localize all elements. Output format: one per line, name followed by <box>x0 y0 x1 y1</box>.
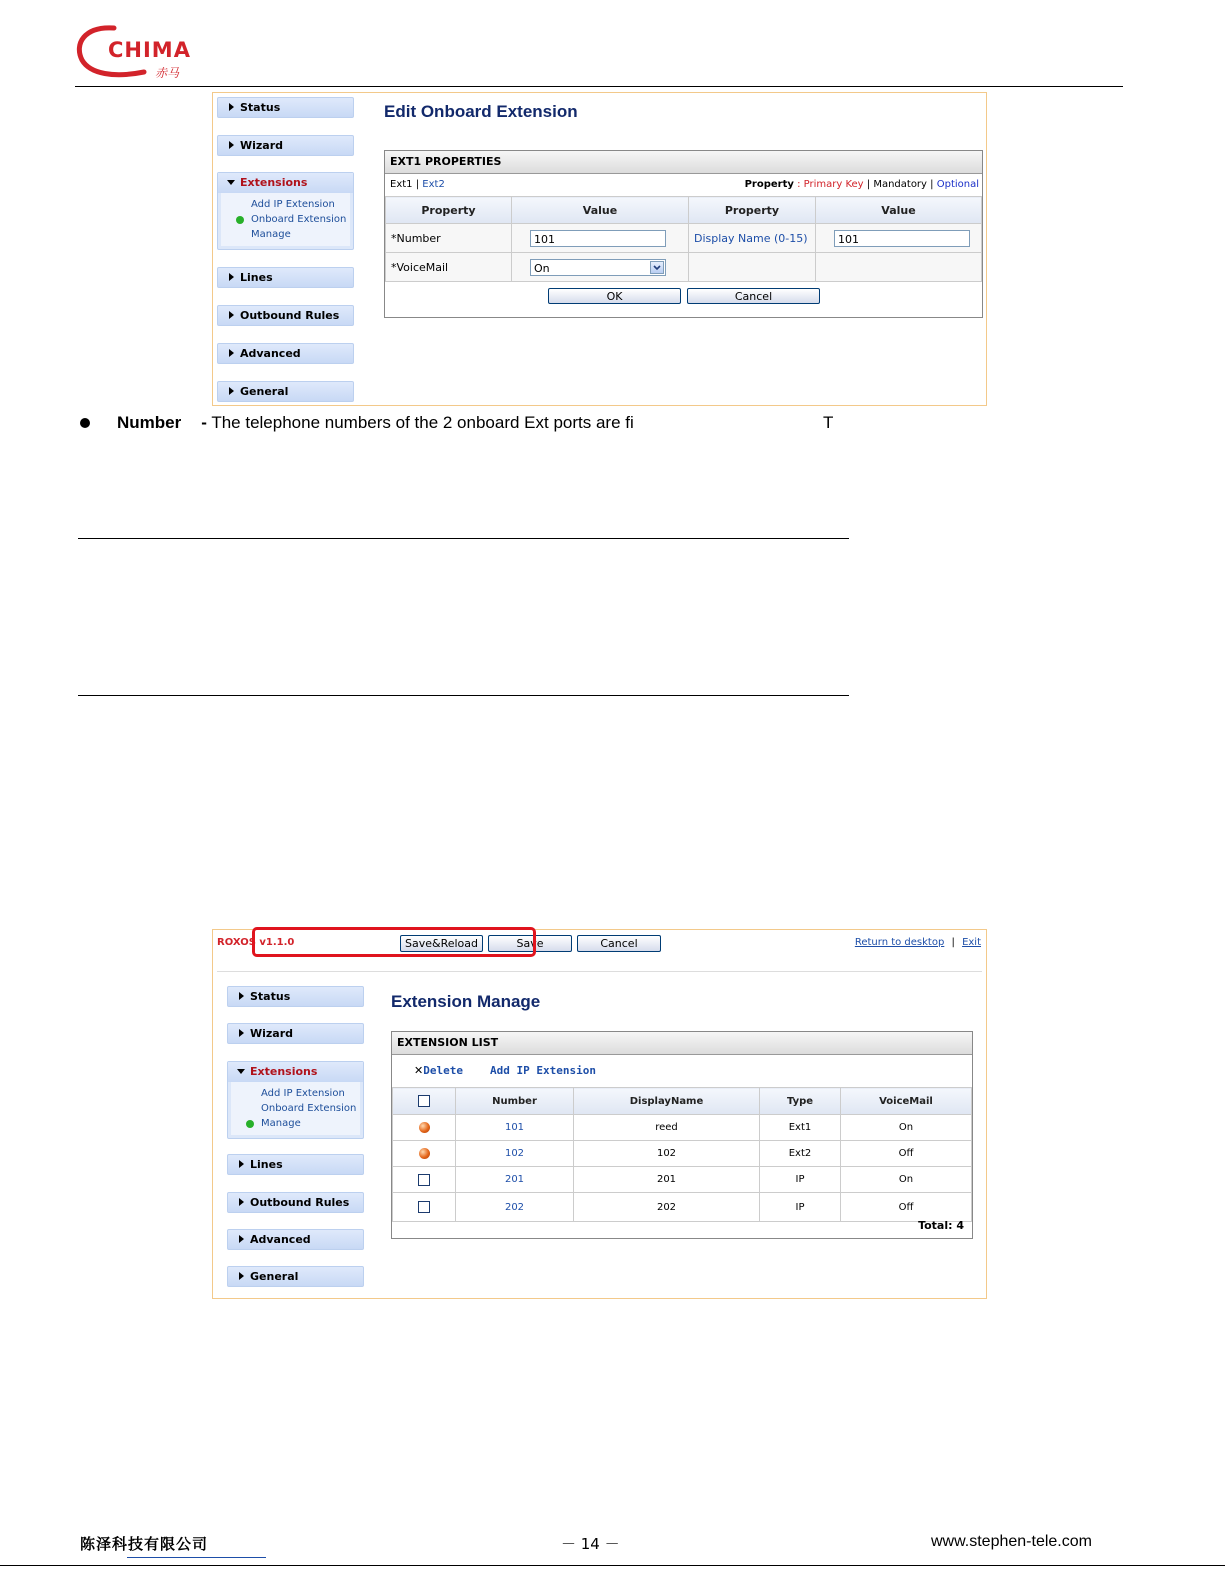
delete-action[interactable]: ✕Delete <box>414 1064 463 1077</box>
table-row <box>393 1115 972 1141</box>
header-rule <box>75 86 1123 87</box>
nav-sub-manage[interactable]: Manage <box>251 229 291 240</box>
bullet-dot-icon <box>80 418 90 428</box>
nav2-advanced[interactable]: Advanced <box>227 1229 364 1250</box>
nav2-extensions[interactable] <box>227 1061 364 1139</box>
panel-title: EXT1 PROPERTIES <box>385 151 982 174</box>
nav2-status[interactable]: Status <box>227 986 364 1007</box>
display-name-label: Display Name (0-15) <box>689 224 816 253</box>
nav2-sub-manage[interactable]: Manage <box>231 1116 360 1131</box>
col-voicemail: VoiceMail <box>841 1088 972 1115</box>
legend-optional: Optional <box>936 179 979 190</box>
tab-separator: | <box>415 179 420 190</box>
extension-table <box>392 1087 972 1222</box>
row-number-link[interactable]: 102 <box>456 1141 574 1167</box>
col-select <box>393 1088 456 1115</box>
legend-primary: Primary Key <box>803 179 864 190</box>
cancel-top-button[interactable]: Cancel <box>577 935 661 952</box>
nav-advanced[interactable]: Advanced <box>217 343 354 364</box>
divider-1 <box>78 538 849 539</box>
screenshot-extension-manage <box>212 929 987 1299</box>
link-separator: | <box>951 937 955 948</box>
select-all-checkbox[interactable] <box>418 1095 430 1107</box>
nav2-outbound[interactable]: Outbound Rules <box>227 1192 364 1213</box>
row-type: Ext2 <box>760 1141 841 1167</box>
col-number: Number <box>456 1088 574 1115</box>
nav2-extensions-label[interactable]: Extensions <box>228 1062 363 1082</box>
bullet-body: The telephone numbers of the 2 onboard Ext ports are fi <box>211 413 634 432</box>
nav-general[interactable]: General <box>217 381 354 402</box>
footer-page-number: － 14 － <box>561 1535 620 1553</box>
total-count: Total: 4 <box>918 1219 964 1232</box>
nav2-sub-add-ip[interactable]: Add IP Extension <box>261 1088 345 1099</box>
nav-status[interactable]: Status <box>217 97 354 118</box>
row-voicemail: On <box>841 1167 972 1193</box>
page-title-2: Extension Manage <box>391 992 541 1011</box>
number-label: *Number <box>386 224 512 253</box>
cancel-button[interactable]: Cancel <box>687 288 820 304</box>
row-number-link[interactable]: 201 <box>456 1167 574 1193</box>
row-voicemail: On <box>841 1115 972 1141</box>
exit-link[interactable]: Exit <box>962 937 981 948</box>
top-rule <box>217 971 982 972</box>
row-display-name: reed <box>574 1115 760 1141</box>
legend <box>745 179 979 190</box>
row-number-link[interactable]: 101 <box>456 1115 574 1141</box>
table-row <box>393 1141 972 1167</box>
row-type: IP <box>760 1193 841 1222</box>
nav-sub-add-ip[interactable]: Add IP Extension <box>251 199 335 210</box>
legend-colon: : <box>797 179 801 190</box>
bullet-dash: - <box>201 413 207 432</box>
bullet-term: Number <box>117 413 182 432</box>
save-reload-button[interactable]: Save&Reload <box>400 935 483 952</box>
footer-company-underline <box>127 1557 266 1558</box>
brand-label: ROXOS v1.1.0 <box>217 937 295 948</box>
legend-label: Property <box>744 179 794 190</box>
col-property: Property <box>386 197 512 224</box>
logo-subtext: 赤马 <box>155 66 180 80</box>
properties-panel <box>384 150 983 318</box>
legend-sep1: | <box>866 179 871 190</box>
table-row <box>393 1193 972 1222</box>
screenshot-edit-onboard <box>212 92 987 406</box>
row-voicemail: Off <box>841 1141 972 1167</box>
nav-extensions[interactable] <box>217 172 354 250</box>
logo-text: CHIMA <box>108 38 191 62</box>
voicemail-label: *VoiceMail <box>386 253 512 282</box>
footer-rule <box>0 1565 1225 1566</box>
row-voicemail: Off <box>841 1193 972 1222</box>
nav-extensions-label[interactable]: Extensions <box>218 173 353 193</box>
extension-list-panel <box>391 1031 973 1239</box>
close-icon: ✕ <box>414 1064 424 1077</box>
table-row <box>393 1167 972 1193</box>
page-title: Edit Onboard Extension <box>384 102 578 121</box>
add-ip-extension-link[interactable]: Add IP Extension <box>490 1064 596 1077</box>
row-number-link[interactable]: 202 <box>456 1193 574 1222</box>
legend-sep2: | <box>930 179 934 190</box>
col-type: Type <box>760 1088 841 1115</box>
tab-ext2[interactable]: Ext2 <box>422 179 445 190</box>
row-checkbox[interactable] <box>418 1201 430 1213</box>
chevron-down-icon[interactable] <box>650 261 664 274</box>
nav2-wizard[interactable]: Wizard <box>227 1023 364 1044</box>
col-display-name: DisplayName <box>574 1088 760 1115</box>
row-type: Ext1 <box>760 1115 841 1141</box>
row-display-name: 102 <box>574 1141 760 1167</box>
col-value: Value <box>512 197 689 224</box>
nav-lines[interactable]: Lines <box>217 267 354 288</box>
display-name-input[interactable]: 101 <box>834 230 970 247</box>
panel-title-2: EXTENSION LIST <box>392 1032 972 1055</box>
nav2-sub-onboard[interactable]: Onboard Extension <box>261 1103 357 1114</box>
save-button[interactable]: Save <box>488 935 572 952</box>
footer-company: 陈泽科技有限公司 <box>80 1535 209 1553</box>
col-property-2: Property <box>689 197 816 224</box>
return-desktop-link[interactable]: Return to desktop <box>854 937 945 948</box>
row-display-name: 202 <box>574 1193 760 1222</box>
properties-table <box>385 196 982 282</box>
top-links <box>855 937 981 948</box>
bullet-text <box>117 413 634 433</box>
tab-ext1[interactable]: Ext1 <box>390 179 413 190</box>
row-display-name: 201 <box>574 1167 760 1193</box>
nav-outbound[interactable]: Outbound Rules <box>217 305 354 326</box>
row-checkbox[interactable] <box>418 1174 430 1186</box>
divider-2 <box>78 695 849 696</box>
ok-button[interactable]: OK <box>548 288 681 304</box>
legend-mandatory: Mandatory <box>873 179 927 190</box>
onboard-orb-icon <box>419 1148 430 1159</box>
voicemail-select[interactable] <box>530 259 666 276</box>
nav2-general[interactable]: General <box>227 1266 364 1287</box>
nav2-lines[interactable]: Lines <box>227 1154 364 1175</box>
bullet-trail: T <box>823 413 834 432</box>
number-input[interactable]: 101 <box>530 230 666 247</box>
nav-sub-onboard[interactable]: Onboard Extension <box>221 212 350 227</box>
row-type: IP <box>760 1167 841 1193</box>
onboard-orb-icon <box>419 1122 430 1133</box>
col-value-2: Value <box>816 197 982 224</box>
highlight-box <box>252 927 536 957</box>
nav-wizard[interactable]: Wizard <box>217 135 354 156</box>
footer-url: www.stephen-tele.com <box>931 1533 1092 1550</box>
voicemail-value: On <box>534 261 550 275</box>
